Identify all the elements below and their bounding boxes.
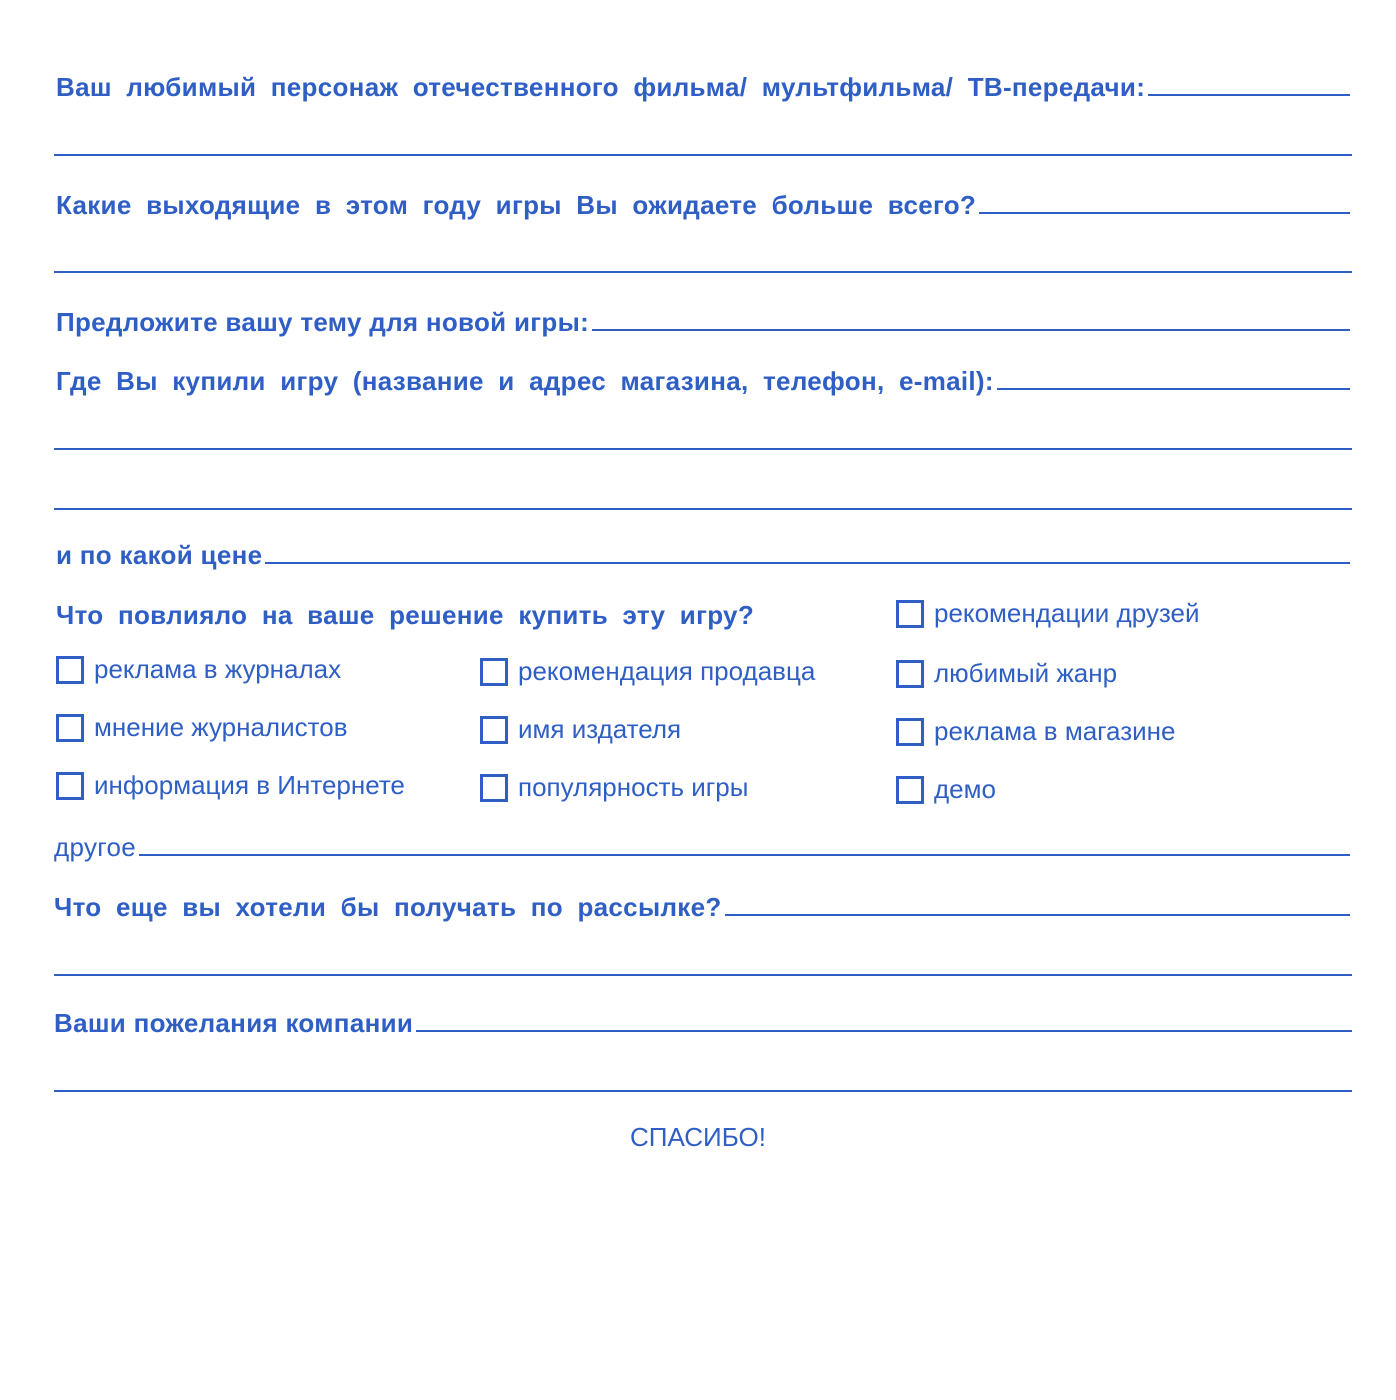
checkbox[interactable] xyxy=(896,600,924,628)
price-label: и по какой цене xyxy=(56,540,263,570)
wishes-row xyxy=(54,998,1352,1038)
newsletter-row xyxy=(54,882,1350,922)
checkbox[interactable] xyxy=(896,718,924,746)
option-label: рекомендации друзей xyxy=(934,598,1200,628)
option-label: популярность игры xyxy=(518,772,749,802)
checkbox[interactable] xyxy=(56,656,84,684)
favorite-character-field[interactable] xyxy=(1148,94,1350,96)
favorite-character-label: Ваш любимый персонаж отечественного фильма/ мультфильма/ ТВ-передачи: xyxy=(56,72,1146,102)
option-store-ads[interactable] xyxy=(896,716,1176,747)
option-magazine-ads[interactable] xyxy=(56,654,341,685)
option-label: имя издателя xyxy=(518,714,682,744)
thanks-text: СПАСИБО! xyxy=(630,1122,766,1152)
option-internet-info[interactable] xyxy=(56,770,405,801)
checkbox[interactable] xyxy=(56,772,84,800)
expected-games-field[interactable] xyxy=(979,212,1350,214)
favorite-character-row xyxy=(56,62,1350,102)
option-favorite-genre[interactable] xyxy=(896,658,1117,689)
decision-factors-row xyxy=(56,590,754,630)
expected-games-field-line-2[interactable] xyxy=(54,271,1352,273)
checkbox[interactable] xyxy=(896,660,924,688)
price-field[interactable] xyxy=(265,562,1350,564)
checkbox[interactable] xyxy=(896,776,924,804)
newsletter-field-line-2[interactable] xyxy=(54,974,1352,976)
favorite-character-field-line-2[interactable] xyxy=(54,154,1352,156)
wishes-label: Ваши пожелания компании xyxy=(54,1008,414,1038)
option-label: рекомендация продавца xyxy=(518,656,816,686)
wishes-field-line-2[interactable] xyxy=(54,1090,1352,1092)
other-field[interactable] xyxy=(139,854,1350,856)
option-label: любимый жанр xyxy=(934,658,1118,688)
option-label: информация в Интернете xyxy=(94,770,405,800)
other-label: другое xyxy=(54,832,136,862)
option-label: реклама в магазине xyxy=(934,716,1176,746)
checkbox[interactable] xyxy=(480,716,508,744)
price-row xyxy=(56,530,1350,570)
expected-games-label: Какие выходящие в этом году игры Вы ожидаете больше всего? xyxy=(56,190,977,220)
checkbox[interactable] xyxy=(480,658,508,686)
option-demo[interactable] xyxy=(896,774,996,805)
option-friends-recommendation[interactable] xyxy=(896,598,1199,629)
new-game-theme-field[interactable] xyxy=(592,329,1350,331)
decision-factors-label: Что повлияло на ваше решение купить эту игру? xyxy=(56,600,755,630)
option-label: мнение журналистов xyxy=(94,712,348,742)
option-journalists-opinion[interactable] xyxy=(56,712,348,743)
option-label: демо xyxy=(934,774,996,804)
where-bought-label: Где Вы купили игру (название и адрес магазина, телефон, e-mail): xyxy=(56,366,994,396)
where-bought-field-line-2[interactable] xyxy=(54,448,1352,450)
where-bought-field[interactable] xyxy=(997,388,1350,390)
option-publisher-name[interactable] xyxy=(480,714,681,745)
option-game-popularity[interactable] xyxy=(480,772,748,803)
where-bought-row xyxy=(56,356,1350,396)
other-row xyxy=(54,822,1350,862)
new-game-theme-label: Предложите вашу тему для новой игры: xyxy=(56,307,590,337)
wishes-field[interactable] xyxy=(416,1030,1352,1032)
new-game-theme-row xyxy=(56,297,1350,337)
option-label: реклама в журналах xyxy=(94,654,342,684)
option-seller-recommendation[interactable] xyxy=(480,656,815,687)
checkbox[interactable] xyxy=(56,714,84,742)
newsletter-label: Что еще вы хотели бы получать по рассылке? xyxy=(54,892,722,922)
expected-games-row xyxy=(56,180,1350,220)
checkbox[interactable] xyxy=(480,774,508,802)
newsletter-field[interactable] xyxy=(725,914,1350,916)
where-bought-field-line-3[interactable] xyxy=(54,508,1352,510)
